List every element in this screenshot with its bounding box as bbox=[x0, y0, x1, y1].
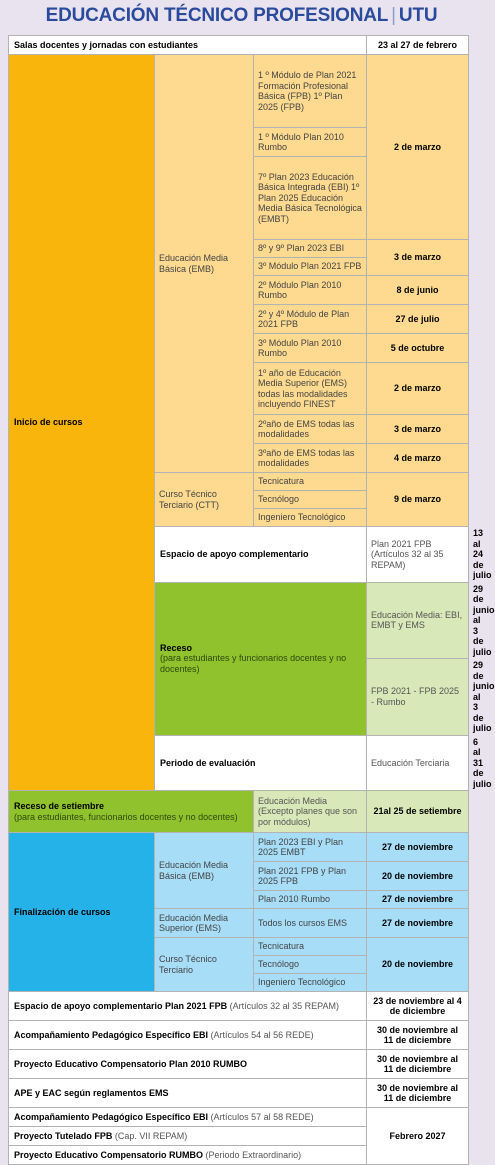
extra-date: 23 de noviembre al 4 de diciembre bbox=[367, 992, 469, 1021]
evaluacion-detail: Educación Terciaria bbox=[367, 735, 469, 791]
page-title bbox=[0, 0, 483, 34]
row-setiembre bbox=[9, 791, 469, 833]
final-item: Plan 2023 EBI y Plan 2025 EMBT bbox=[254, 833, 367, 862]
inicio-item: Ingeniero Tecnológico bbox=[254, 509, 367, 527]
inicio-item: Tecnicatura bbox=[254, 473, 367, 491]
title-main: EDUCACIÓN TÉCNICO PROFESIONAL bbox=[45, 5, 389, 26]
extra-label: Acompañamiento Pedagógico Específico EBI bbox=[14, 1111, 209, 1122]
extra-sub: (Artículos 54 al 56 REDE) bbox=[210, 1029, 314, 1040]
calendar-table-wrapper bbox=[8, 35, 495, 1165]
row-inicio-1 bbox=[9, 55, 469, 128]
inicio-date: 2 de marzo bbox=[367, 55, 469, 240]
extra-date: 30 de noviembre al 11 de diciembre bbox=[367, 1050, 469, 1079]
salas-label: Salas docentes y jornadas con estudiantes bbox=[9, 36, 367, 55]
inicio-date: 2 de marzo bbox=[367, 363, 469, 415]
extra-label-cell bbox=[9, 992, 367, 1021]
inicio-item: 1 º Módulo de Plan 2021 Formación Profesional Básica (FPB) 1º Plan 2025 (FPB) bbox=[254, 55, 367, 128]
extra-date: 30 de noviembre al 11 de diciembre bbox=[367, 1079, 469, 1108]
inicio-date: 4 de marzo bbox=[367, 444, 469, 473]
receso-label: Receso bbox=[160, 642, 193, 653]
setiembre-label: Receso de setiembre bbox=[14, 801, 105, 811]
inicio-date: 8 de junio bbox=[367, 276, 469, 305]
extra-label: Acompañamiento Pedagógico Específico EBI bbox=[14, 1029, 209, 1040]
inicio-item: 3º Módulo Plan 2010 Rumbo bbox=[254, 334, 367, 363]
inicio-item: 7º Plan 2023 Educación Básica Integrada (EBI) 1º Plan 2025 Educación Media Básica Tecnológica (EMBT) bbox=[254, 157, 367, 240]
inicio-item: 8º y 9º Plan 2023 EBI bbox=[254, 240, 367, 258]
extra-sub: (Cap. VII REPAM) bbox=[114, 1130, 188, 1141]
final-item: Tecnicatura bbox=[254, 938, 367, 956]
row-extra-1 bbox=[9, 992, 469, 1021]
inicio-item: 3ºaño de EMS todas las modalidades bbox=[254, 444, 367, 473]
extra-label: APE y EAC según reglamentos EMS bbox=[14, 1087, 169, 1098]
febrero-date: Febrero 2027 bbox=[367, 1108, 469, 1165]
setiembre-label-cell bbox=[9, 791, 254, 833]
inicio-date: 3 de marzo bbox=[367, 240, 469, 276]
row-salas bbox=[9, 36, 469, 55]
apoyo-detail: Plan 2021 FPB (Artículos 32 al 35 REPAM) bbox=[367, 527, 469, 583]
title-separator: | bbox=[391, 5, 396, 26]
row-receso-1: Receso (para estudiantes y funcionarios docentes y no docentes) Educación Media: EBI, EMBT y EMS 29 de junio al 3 de julio bbox=[9, 582, 469, 659]
final-date: 20 de noviembre bbox=[367, 862, 469, 891]
extra-label: Proyecto Tutelado FPB bbox=[14, 1130, 113, 1141]
row-final-1 bbox=[9, 833, 469, 862]
extra-label-cell bbox=[9, 1146, 367, 1165]
setiembre-detail: Educación Media (Excepto planes que son por módulos) bbox=[254, 791, 367, 833]
receso-item: FPB 2021 - FPB 2025 - Rumbo bbox=[367, 659, 469, 736]
final-emb: Educación Media Básica (EMB) bbox=[155, 833, 254, 909]
row-extra-3 bbox=[9, 1050, 469, 1079]
extra-sub: (Periodo Extraordinario) bbox=[205, 1149, 302, 1160]
inicio-date: 9 de marzo bbox=[367, 473, 469, 527]
final-item: Plan 2021 FPB y Plan 2025 FPB bbox=[254, 862, 367, 891]
extra-label-cell bbox=[9, 1127, 367, 1146]
final-date: 27 de noviembre bbox=[367, 833, 469, 862]
inicio-date: 27 de julio bbox=[367, 305, 469, 334]
extra-label: Proyecto Educativo Compensatorio RUMBO bbox=[14, 1149, 204, 1160]
final-label: Finalización de cursos bbox=[9, 833, 155, 992]
row-extra-4 bbox=[9, 1079, 469, 1108]
row-evaluacion: Periodo de evaluación Educación Terciaria 6 al 31 de julio bbox=[9, 735, 469, 791]
receso-sub: (para estudiantes y funcionarios docentes y no docentes) bbox=[160, 653, 347, 674]
receso-label-cell bbox=[155, 582, 367, 735]
salas-date: 23 al 27 de febrero bbox=[367, 36, 469, 55]
final-item: Todos los cursos EMS bbox=[254, 909, 367, 938]
inicio-item: 3º Módulo Plan 2021 FPB bbox=[254, 258, 367, 276]
setiembre-sub: (para estudiantes, funcionarios docentes y no docentes) bbox=[14, 811, 238, 822]
final-item: Ingeniero Tecnológico bbox=[254, 974, 367, 992]
inicio-item: 2º Módulo Plan 2010 Rumbo bbox=[254, 276, 367, 305]
inicio-item: Tecnólogo bbox=[254, 491, 367, 509]
inicio-item: 1º año de Educación Media Superior (EMS) todas las modalidades incluyendo FINEST bbox=[254, 363, 367, 415]
inicio-emb: Educación Media Básica (EMB) bbox=[155, 55, 254, 473]
inicio-date: 5 de octubre bbox=[367, 334, 469, 363]
title-utu: UTU bbox=[398, 5, 438, 26]
inicio-ctt: Curso Técnico Terciario (CTT) bbox=[155, 473, 254, 527]
final-date: 27 de noviembre bbox=[367, 891, 469, 909]
extra-date: 30 de noviembre al 11 de diciembre bbox=[367, 1021, 469, 1050]
receso-item: Educación Media: EBI, EMBT y EMS bbox=[367, 582, 469, 659]
row-extra-2 bbox=[9, 1021, 469, 1050]
extra-label-cell bbox=[9, 1108, 367, 1127]
extra-label-cell bbox=[9, 1050, 367, 1079]
final-item: Tecnólogo bbox=[254, 956, 367, 974]
extra-label-cell bbox=[9, 1021, 367, 1050]
inicio-date: 3 de marzo bbox=[367, 415, 469, 444]
extra-label-cell bbox=[9, 1079, 367, 1108]
extra-label: Espacio de apoyo complementario Plan 2021 FPB bbox=[14, 1000, 228, 1011]
row-apoyo: Espacio de apoyo complementario Plan 2021 FPB (Artículos 32 al 35 REPAM) 13 al 24 de julio bbox=[9, 527, 469, 583]
setiembre-date: 21al 25 de setiembre bbox=[367, 791, 469, 833]
final-ems: Educación Media Superior (EMS) bbox=[155, 909, 254, 938]
inicio-item: 2ºaño de EMS todas las modalidades bbox=[254, 415, 367, 444]
inicio-item: 1 º Módulo Plan 2010 Rumbo bbox=[254, 128, 367, 157]
extra-label: Proyecto Educativo Compensatorio Plan 2010 RUMBO bbox=[14, 1058, 248, 1069]
evaluacion-label: Periodo de evaluación bbox=[155, 735, 367, 791]
final-ct: Curso Técnico Terciario bbox=[155, 938, 254, 992]
inicio-item: 2º y 4º Módulo de Plan 2021 FPB bbox=[254, 305, 367, 334]
row-receso-2: FPB 2021 - FPB 2025 - Rumbo 29 de junio al 3 de julio bbox=[9, 659, 469, 736]
row-extra-5 bbox=[9, 1108, 469, 1127]
apoyo-label: Espacio de apoyo complementario bbox=[155, 527, 367, 583]
calendar-table bbox=[8, 35, 495, 1165]
inicio-label: Inicio de cursos bbox=[9, 55, 155, 791]
extra-sub: (Artículos 57 al 58 REDE) bbox=[210, 1111, 314, 1122]
final-date: 20 de noviembre bbox=[367, 938, 469, 992]
extra-sub: (Artículos 32 al 35 REPAM) bbox=[229, 1000, 339, 1011]
final-date: 27 de noviembre bbox=[367, 909, 469, 938]
final-item: Plan 2010 Rumbo bbox=[254, 891, 367, 909]
